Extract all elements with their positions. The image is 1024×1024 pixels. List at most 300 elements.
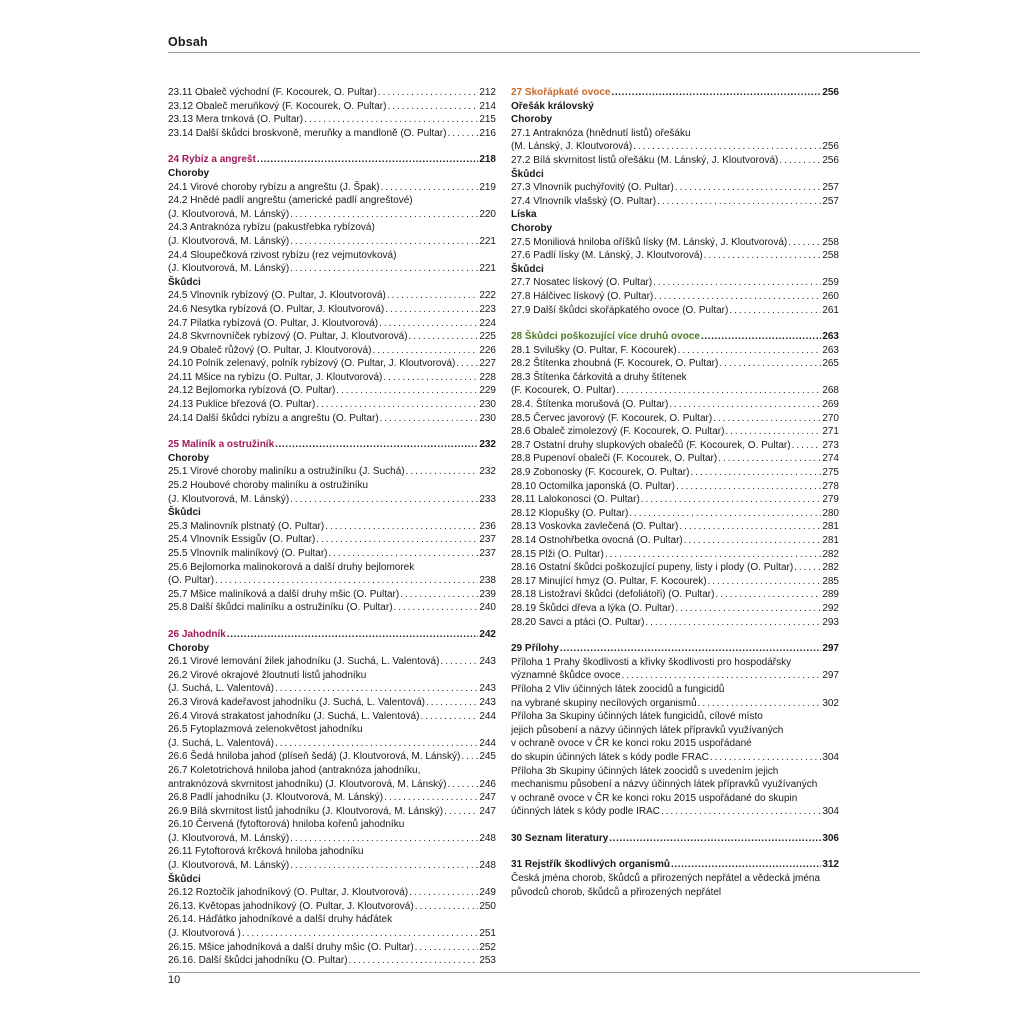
dot-leader [718,452,821,466]
page-ref: 243 [479,696,496,708]
dot-leader [653,276,821,290]
entry-title: 27.2 Bílá skvrnitost listů ořešáku (M. Lánský, J. Kloutvorová) [511,154,779,166]
entry-title: 23.12 Obaleč meruňkový (F. Kocourek, O. Pultar) [168,100,387,112]
toc-entry-m-lansky-j-kloutvorova [511,140,839,154]
dot-leader [415,941,479,955]
entry-title: 28.6 Obaleč zimolezový (F. Kocourek, O. Pultar) [511,426,725,438]
toc-entry-28-2-stitenka-zhoubna-f-kocourek-o-pulta [511,357,839,371]
toc-entry-28-11-lalokonosci-o-pultar [511,493,839,507]
page-ref: 261 [822,304,839,316]
running-head-title: Obsah [168,35,208,49]
entry-title: (J. Kloutvorová, M. Lánský) [168,860,290,872]
page-ref: 304 [822,806,839,818]
page-ref: 230 [479,399,496,411]
toc-entry-26-15-msice-jahodnikova-a-dalsi-druhy-ms [168,941,496,955]
entry-title: 24.8 Skvrnovníček rybízový (O. Pultar, J. Kloutvorová) [168,331,408,343]
page-ref: 260 [822,290,839,302]
entry-title: 26.4 Virová strakatost jahodníku (J. Suchá, L. Valentová) [168,710,420,722]
chapter-title: 28 Škůdci poškozující více druhů ovoce [511,331,700,343]
toc-subheading: Škůdci [168,507,201,519]
toc-entry-28-16-ostatni-skudci-poskozujici-pupeny- [511,561,839,575]
entry-title: 28.7 Ostatní druhy slupkových obalečů (F. Kocourek, O. Pultar) [511,439,791,451]
entry-title: 26.8 Padlí jahodníku (J. Kloutvorová, M. Lánský) [168,792,384,804]
toc-entry-28-12-klopusky-o-pultar [511,507,839,521]
dot-leader [409,330,479,344]
toc-entry-24-13-puklice-brezova-o-pultar [168,398,496,412]
toc-entry-26-12-roztocik-jahodnikovy-o-pultar-j-kl [168,886,496,900]
toc-entry-26-6-seda-hniloba-jahod-plisen-seda-j-kl [168,750,496,764]
toc-entry-line: 24.4 Sloupečková rzivost rybízu (rez vejmutovková) [168,249,397,261]
dot-leader [698,697,822,711]
dot-leader [675,602,821,616]
toc-entry-25-5-vlnovnik-malinikovy-o-pultar [168,547,496,561]
entry-title: (J. Kloutvorová, M. Lánský) [168,263,290,275]
dot-leader [420,710,478,724]
dot-leader [242,927,479,941]
toc-entry-line: původců chorob, škůdců a přirozených nepřátel [511,886,722,898]
toc-entry-line: 26.11 Fytoftorová krčková hniloba jahodníku [168,846,364,858]
toc-chapter-25-malinik-a-ostruzinik [168,438,496,452]
entry-title: 28.15 Plži (O. Pultar) [511,548,604,560]
toc-entry-26-4-virova-strakatost-jahodniku-j-sucha [168,710,496,724]
entry-title: 28.4. Štítenka morušová (O. Pultar) [511,399,669,411]
dot-leader [257,153,479,167]
toc-entry-line: 25.2 Houbové choroby maliníku a ostružiníku [168,480,369,492]
page-ref: 221 [479,263,496,275]
entry-title: 26.16. Další škůdci jahodníku (O. Pultar) [168,955,348,967]
entry-title: (J. Kloutvorová ) [168,928,241,940]
entry-title: 24.11 Mšice na rybízu (O. Pultar, J. Kloutvorová) [168,371,383,383]
entry-title: 26.3 Virová kadeřavost jahodníku (J. Suchá, L. Valentová) [168,696,426,708]
entry-title: 25.7 Mšice maliníková a další druhy mšic (O. Pultar) [168,588,400,600]
entry-title: 28.8 Pupenoví obaleči (F. Kocourek, O. Pultar) [511,453,718,465]
toc-entry-26-3-virova-kaderavost-jahodniku-j-sucha [168,696,496,710]
toc-entry-28-5-cervec-javorovy-f-kocourek-o-pultar [511,412,839,426]
page-ref: 257 [822,182,839,194]
toc-entry-line: jejich působení a názvy účinných látek přípravků využívaných [511,724,784,736]
page-ref: 223 [479,303,496,315]
page-ref: 247 [479,805,496,817]
toc-entry-line: mechanismu působení a názvy účinných látek přípravků využívaných [511,779,818,791]
toc-entry-line: 24.3 Antraknóza rybízu (pakustřebka rybízová) [168,222,375,234]
dot-leader [387,289,478,303]
toc-entry-28-14-ostnohrbetka-ovocna-o-pultar [511,534,839,548]
entry-title: (J. Kloutvorová, M. Lánský) [168,208,290,220]
dot-leader [406,465,479,479]
entry-title: 28.1 Svilušky (O. Pultar, F. Kocourek) [511,344,677,356]
page-ref: 242 [479,628,496,640]
toc-subheading: Choroby [168,642,210,654]
page-ref: 233 [479,493,496,505]
toc-entry-24-9-obalec-ruzovy-o-pultar-j-kloutvorov [168,344,496,358]
page-ref: 281 [822,521,839,533]
dot-leader [329,547,479,561]
entry-title: 23.14 Další škůdci broskvoně, meruňky a mandloně (O. Pultar) [168,127,447,139]
dot-leader [380,412,479,426]
dot-leader [794,561,821,575]
entry-title: 26.13. Květopas jahodníkový (O. Pultar, J. Kloutvorová) [168,900,414,912]
page-ref: 247 [479,792,496,804]
page-ref: 240 [479,602,496,614]
dot-leader [426,696,478,710]
dot-leader [379,317,478,331]
dot-leader [325,520,478,534]
toc-entry-28-1-svilusky-o-pultar-f-kocourek [511,344,839,358]
toc-subheading: Ořešák královský [511,100,594,112]
page-ref: 263 [822,344,839,356]
dot-leader [215,574,478,588]
entry-title: 28.19 Škůdci dřeva a lýka (O. Pultar) [511,602,675,614]
page-ref: 245 [479,751,496,763]
toc-chapter-27-skorapkate-ovoce [511,86,839,100]
toc-entry-24-12-bejlomorka-rybizova-o-pultar [168,384,496,398]
dot-leader [679,520,821,534]
entry-title: 28.16 Ostatní škůdci poškozující pupeny, listy i plody (O. Pultar) [511,562,794,574]
page-ref: 285 [822,575,839,587]
toc-entry-j-kloutvorova-m-lansky [168,859,496,873]
page-ref: 258 [822,250,839,262]
page-ref: 268 [822,385,839,397]
toc-entry-j-kloutvorova-m-lansky [168,832,496,846]
entry-title: 26.15. Mšice jahodníková a další druhy mšic (O. Pultar) [168,941,414,953]
page-ref: 232 [479,439,496,451]
entry-title: 26.12 Roztočík jahodníkový (O. Pultar, J. Kloutvorová) [168,887,409,899]
dot-leader [690,466,821,480]
page-ref: 221 [479,235,496,247]
toc-entry-o-pultar [168,574,496,588]
toc-entry-j-kloutvorova [168,927,496,941]
toc-entry-na-vybrane-skupiny-necilovych-organismu [511,697,839,711]
dot-leader [447,778,478,792]
entry-title: 28.12 Klopušky (O. Pultar) [511,507,629,519]
toc-entry-j-kloutvorova-m-lansky [168,262,496,276]
toc-chapter-28-skudci-poskozujici-vice-druhu-ovoce [511,330,839,344]
dot-leader [678,344,822,358]
dot-leader [725,425,821,439]
dot-leader [461,750,478,764]
toc-entry-24-5-vlnovnik-rybizovy-o-pultar-j-kloutv [168,289,496,303]
page-ref: 246 [479,778,496,790]
entry-title: 24.12 Bejlomorka rybízová (O. Pultar) [168,385,336,397]
page-ref: 280 [822,507,839,519]
entry-title: 24.1 Virové choroby rybízu a angreštu (J. Špak) [168,181,380,193]
dot-leader [384,791,478,805]
toc-entry-line: 26.14. Háďátko jahodníkové a další druhy háďátek [168,914,393,926]
dot-leader [641,493,822,507]
page-ref: 312 [822,859,839,871]
dot-leader [227,628,479,642]
page-ref: 259 [822,277,839,289]
dot-leader [671,858,821,872]
dot-leader [290,859,478,873]
entry-title: 25.5 Vlnovník maliníkový (O. Pultar) [168,548,328,559]
chapter-title: 24 Rybíz a angrešt [168,154,256,166]
page-ref: 230 [479,412,496,424]
dot-leader [701,330,821,344]
page-ref: 297 [822,643,839,655]
toc-entry-28-15-plzi-o-pultar [511,548,839,562]
entry-title: (J. Kloutvorová, M. Lánský) [168,235,290,247]
toc-entry-23-12-obalec-merunkovy-f-kocourek-o-pult [168,100,496,114]
toc-subheading: Škůdci [168,276,201,288]
entry-title: 25.1 Virové choroby maliníku a ostružiníku (J. Suchá) [168,466,405,478]
entry-title: (J. Suchá, L. Valentová) [168,683,274,695]
entry-title: na vybrané skupiny necílových organismů [511,697,697,709]
entry-title: (O. Pultar) [168,575,215,587]
toc-chapter-30-seznam-literatury [511,832,839,846]
toc-subheading: Líska [511,209,537,221]
page-ref: 256 [822,154,839,166]
page-ref: 236 [479,520,496,532]
chapter-title: 31 Rejstřík škodlivých organismů [511,859,670,871]
page-number: 10 [168,974,181,986]
toc-entry-26-8-padli-jahodniku-j-kloutvorova-m-lan [168,791,496,805]
page-ref: 249 [479,887,496,899]
dot-leader [657,195,821,209]
toc-entry-27-5-moniliova-hniloba-orisku-lisky-m-la [511,236,839,250]
entry-title: 27.5 Moniliová hniloba oříšků lísky (M. Lánský, J. Kloutvorová) [511,236,788,248]
dot-leader [409,886,478,900]
dot-leader [622,669,822,683]
entry-title: 24.10 Polník zelenavý, polník rybízový (O. Pultar, J. Kloutvorová) [168,358,456,370]
entry-title: (F. Kocourek, O. Pultar) [511,385,616,397]
entry-title: 26.1 Virové lemování žilek jahodníku (J. Suchá, L. Valentová) [168,656,440,668]
page-ref: 243 [479,683,496,695]
page-ref: 212 [479,87,496,98]
dot-leader [290,262,478,276]
page-ref: 270 [822,412,839,424]
entry-title: (J. Kloutvorová, M. Lánský) [168,832,290,844]
entry-title: 28.5 Červec javorový (F. Kocourek, O. Pultar) [511,412,713,424]
entry-title: 27.6 Padlí lísky (M. Lánský, J. Kloutvorová) [511,250,703,262]
entry-title: 24.14 Další škůdci rybízu a angreštu (O. Pultar) [168,412,379,424]
toc-entry-28-17-minujici-hmyz-o-pultar-f-kocourek [511,575,839,589]
toc-entry-26-16-dalsi-skudci-jahodniku-o-pultar [168,954,496,968]
entry-title: 28.10 Octomilka japonská (O. Pultar) [511,480,675,492]
entry-title: 26.9 Bílá skvrnitost listů jahodníku (J. Kloutvorová, M. Lánský) [168,805,444,817]
page-ref: 220 [479,208,496,220]
entry-title: 24.9 Obaleč růžový (O. Pultar, J. Kloutvorová) [168,344,372,356]
toc-entry-28-6-obalec-zimolezovy-f-kocourek-o-pult [511,425,839,439]
page-ref: 278 [822,480,839,492]
page-ref: 225 [479,331,496,343]
toc-entry-line: 25.6 Bejlomorka malinokorová a další druhy bejlomorek [168,561,415,573]
page-ref: 282 [822,562,839,574]
entry-title: antraknózová skvrnitost jahodníku) (J. Kloutvorová, M. Lánský) [168,778,447,790]
entry-title: účinných látek s kódy podle IRAC [511,806,660,818]
page-ref: 304 [822,751,839,763]
toc-entry-23-13-mera-trnkova-o-pultar [168,113,496,127]
entry-title: 24.6 Nesytka rybízová (O. Pultar, J. Kloutvorová) [168,303,385,315]
toc-right-column [511,86,839,899]
entry-title: 24.7 Pilatka rybízová (O. Pultar, J. Kloutvorová) [168,317,379,329]
page-ref: 214 [479,100,496,112]
toc-entry-line: 26.5 Fytoplazmová zelenokvětost jahodníku [168,724,363,736]
page-ref: 293 [822,616,839,628]
dot-leader [654,290,821,304]
entry-title: 28.2 Štítenka zhoubná (F. Kocourek, O. Pultar) [511,358,719,370]
dot-leader [372,344,478,358]
dot-leader [560,642,822,656]
entry-title: 23.13 Mera trnková (O. Pultar) [168,114,304,126]
toc-entry-24-10-polnik-zelenavy-polnik-rybizovy-o- [168,357,496,371]
entry-title: 24.13 Puklice březová (O. Pultar) [168,399,316,411]
dot-leader [381,181,479,195]
toc-entry-24-11-msice-na-rybizu-o-pultar-j-kloutvo [168,371,496,385]
toc-subheading: Škůdci [511,263,544,275]
dot-leader [304,113,478,127]
page-ref: 302 [822,697,839,709]
dot-leader [290,208,478,222]
toc-entry-24-8-skvrnovnicek-rybizovy-o-pultar-j-kl [168,330,496,344]
entry-title: do skupin účinných látek s kódy podle FRAC [511,751,709,763]
entry-title: 27.8 Hálčivec lískový (O. Pultar) [511,290,654,302]
entry-title: 28.9 Zobonosky (F. Kocourek, O. Pultar) [511,467,690,479]
page-ref: 248 [479,832,496,844]
page-ref: 306 [822,832,839,844]
page-ref: 273 [822,439,839,451]
entry-title: 28.20 Savci a ptáci (O. Pultar) [511,616,645,628]
dot-leader [394,601,479,615]
toc-entry-27-4-vlnovnik-vlassky-o-pultar [511,195,839,209]
toc-entry-j-kloutvorova-m-lansky [168,493,496,507]
page-ref: 297 [822,670,839,682]
page-ref: 250 [479,900,496,912]
entry-title: 28.11 Lalokonosci (O. Pultar) [511,494,640,506]
page-ref: 281 [822,535,839,546]
dot-leader [385,303,478,317]
entry-title: (J. Suchá, L. Valentová) [168,737,274,749]
toc-entry-25-8-dalsi-skudci-maliniku-a-ostruziniku [168,601,496,615]
toc-entry-line: 26.2 Virové okrajové žloutnutí listů jahodníku [168,669,367,681]
chapter-title: 29 Přílohy [511,643,559,655]
page-ref: 279 [822,494,839,506]
toc-entry-line: Příloha 3b Skupiny účinných látek zoocidů s uvedením jejich [511,765,779,777]
toc-entry-28-9-zobonosky-f-kocourek-o-pultar [511,466,839,480]
dot-leader [400,588,478,602]
page-ref: 269 [822,399,839,411]
dot-leader [710,751,821,765]
toc-entry-26-1-virove-lemovani-zilek-jahodniku-j-s [168,655,496,669]
page-ref: 271 [822,426,839,438]
entry-title: 26.6 Šedá hniloba jahod (plíseň šedá) (J. Kloutvorová, M. Lánský) [168,751,461,763]
toc-chapter-31-rejstrik-skodlivych-organismu [511,858,839,872]
page-ref: 251 [479,928,496,940]
page-ref: 228 [479,371,496,383]
page-ref: 257 [822,195,839,207]
entry-title: (J. Kloutvorová, M. Lánský) [168,493,290,505]
dot-leader [605,548,822,562]
dot-leader [440,655,478,669]
page-ref: 232 [479,466,496,478]
toc-entry-27-6-padli-lisky-m-lansky-j-kloutvorova [511,249,839,263]
toc-entry-25-7-msice-malinikova-a-dalsi-druhy-msic [168,588,496,602]
entry-title: 28.17 Minující hmyz (O. Pultar, F. Kocourek) [511,575,707,587]
entry-title: 28.13 Voskovka zavlečená (O. Pultar) [511,521,679,533]
dot-leader [378,86,479,100]
page-ref: 224 [479,317,496,329]
page-ref: 253 [479,955,496,967]
toc-entry-ucinnych-latek-s-kody-podle-irac [511,805,839,819]
page-ref: 265 [822,358,839,370]
toc-entry-25-1-virove-choroby-maliniku-a-ostruzini [168,465,496,479]
dot-leader [316,533,478,547]
toc-chapter-24-rybiz-a-angrest [168,153,496,167]
dot-leader [676,480,821,494]
page-ref: 239 [479,588,496,600]
toc-entry-25-3-malinovnik-plstnaty-o-pultar [168,520,496,534]
page-ref: 275 [822,467,839,479]
chapter-title: 25 Maliník a ostružiník [168,439,275,451]
dot-leader [704,249,822,263]
dot-leader [675,181,821,195]
toc-entry-line: v ochraně ovoce v ČR ke konci roku 2015 uspořádané [511,738,752,750]
toc-entry-antraknozova-skvrnitost-jahodniku-j-klou [168,778,496,792]
toc-entry-27-2-bila-skvrnitost-listu-oresaku-m-lan [511,154,839,168]
toc-entry-line: Příloha 3a Skupiny účinných látek fungicidů, cílové místo [511,711,763,723]
toc-entry-line: 28.3 Štítenka čárkovitá a druhy štítenek [511,371,687,383]
dot-leader [629,507,821,521]
page-ref: 244 [479,710,496,722]
toc-entry-27-8-halcivec-liskovy-o-pultar [511,290,839,304]
toc-subheading: Choroby [168,167,210,179]
chapter-title: 30 Seznam literatury [511,832,609,844]
dot-leader [290,832,478,846]
dot-leader [383,371,478,385]
toc-entry-28-20-savci-a-ptaci-o-pultar [511,616,839,630]
dot-leader [729,304,821,318]
toc-entry-line: 26.10 Červená (fytoftorová) hniloba kořenů jahodníku [168,819,405,831]
dot-leader [275,438,478,452]
dot-leader [713,412,821,426]
dot-leader [792,439,822,453]
entry-title: (M. Lánský, J. Kloutvorová) [511,141,633,153]
header-rule [168,52,920,53]
entry-title: 25.3 Malinovník plstnatý (O. Pultar) [168,520,325,532]
toc-entry-line: 26.7 Koletotrichová hniloba jahod (antraknóza jahodníku, [168,764,421,776]
toc-entry-27-9-dalsi-skudci-skorapkateho-ovoce-o-p [511,304,839,318]
dot-leader [669,398,821,412]
entry-title: 27.3 Vlnovník puchýřovitý (O. Pultar) [511,182,674,194]
page-ref: 226 [479,344,496,356]
toc-entry-25-4-vlnovnik-essiguv-o-pultar [168,533,496,547]
toc-entry-28-4-stitenka-morusova-o-pultar [511,398,839,412]
dot-leader [444,805,478,819]
dot-leader [336,384,478,398]
toc-entry-j-sucha-l-valentova [168,682,496,696]
page-ref: 256 [822,87,839,98]
entry-title: 25.8 Další škůdci maliníku a ostružiníku (O. Pultar) [168,602,393,614]
page-ref: 227 [479,358,496,370]
dot-leader [349,954,479,968]
toc-entry-f-kocourek-o-pultar [511,384,839,398]
toc-entry-27-3-vlnovnik-puchyrovity-o-pultar [511,181,839,195]
dot-leader [719,357,821,371]
dot-leader [275,737,478,751]
page-ref: 258 [822,236,839,248]
entry-title: 27.7 Nosatec lískový (O. Pultar) [511,277,653,289]
toc-entry-28-18-listozravi-skudci-defoliatori-o-pu [511,588,839,602]
page-ref: 292 [822,602,839,614]
toc-subheading: Choroby [168,452,210,464]
dot-leader [788,236,821,250]
toc-entry-27-7-nosatec-liskovy-o-pultar [511,276,839,290]
toc-chapter-26-jahodnik [168,628,496,642]
toc-left-column [168,86,496,968]
toc-entry-26-9-bila-skvrnitost-listu-jahodniku-j-k [168,805,496,819]
page-ref: 216 [479,127,496,139]
footer-rule [168,972,920,973]
